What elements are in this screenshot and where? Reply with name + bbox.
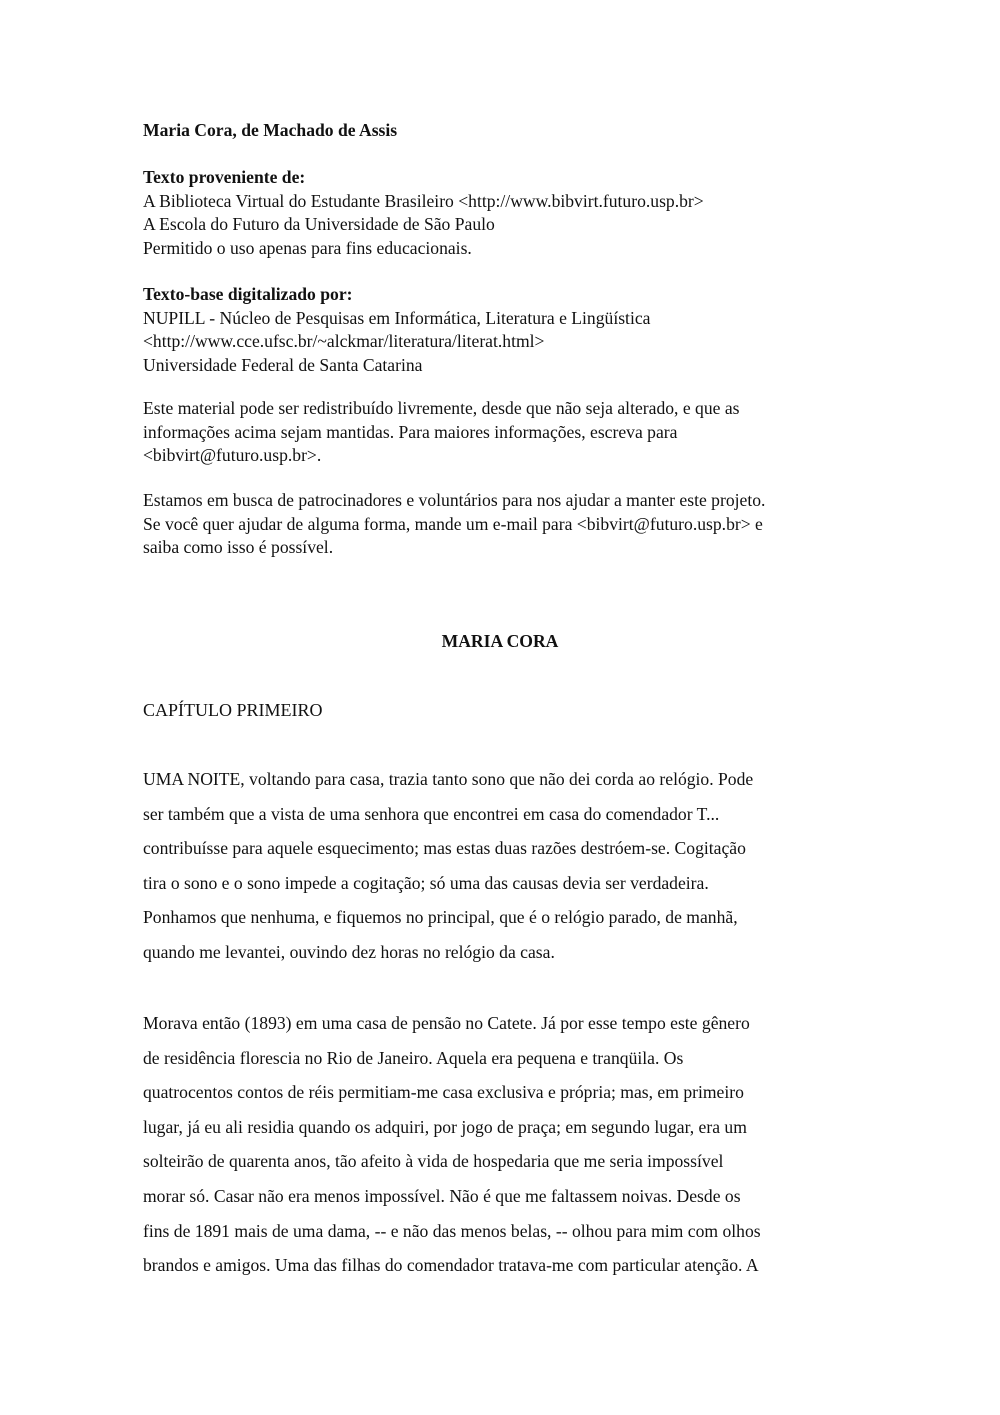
paragraph-2 (143, 1006, 873, 1283)
paragraph-line: lugar, já eu ali residia quando os adquiri, por jogo de praça; em segundo lugar, era um (143, 1116, 747, 1137)
paragraph-line: tira o sono e o sono impede a cogitação; só uma das causas devia ser verdadeira. (143, 872, 709, 893)
chapter-heading: CAPÍTULO PRIMEIRO (143, 700, 323, 720)
paragraph-line: solteirão de quarenta anos, tão afeito à vida de hospedaria que me seria impossível (143, 1151, 724, 1172)
digitized-line: NUPILL - Núcleo de Pesquisas em Informática, Literatura e Lingüística (143, 307, 651, 328)
paragraph-line: fins de 1891 mais de uma dama, -- e não das menos belas, -- olhou para mim com olhos (143, 1220, 761, 1241)
digitized-line: Universidade Federal de Santa Catarina (143, 354, 423, 375)
paragraph-line: quando me levantei, ouvindo dez horas no relógio da casa. (143, 941, 555, 962)
license-line: <bibvirt@futuro.usp.br>. (143, 445, 322, 465)
paragraph-line: de residência florescia no Rio de Janeiro. Aquela era pequena e tranqüila. Os (143, 1047, 684, 1068)
paragraph-line: Ponhamos que nenhuma, e fiquemos no principal, que é o relógio parado, de manhã, (143, 907, 738, 928)
paragraph-line: brandos e amigos. Uma das filhas do comendador tratava-me com particular atenção. A (143, 1255, 759, 1276)
document-title-block (143, 119, 873, 143)
license-line: Este material pode ser redistribuído livremente, desde que não seja alterado, e que as (143, 398, 740, 418)
paragraph-line: morar só. Casar não era menos impossível. Não é que me faltassem noivas. Desde os (143, 1185, 741, 1206)
paragraph-line: UMA NOITE, voltando para casa, trazia tanto sono que não dei corda ao relógio. Pode (143, 769, 754, 789)
digitized-heading: Texto-base digitalizado por: (143, 284, 353, 304)
paragraph-1 (143, 762, 873, 970)
source-heading: Texto proveniente de: (143, 167, 306, 187)
source-line: A Biblioteca Virtual do Estudante Brasileiro <http://www.bibvirt.futuro.usp.br> (143, 190, 704, 211)
digitized-block (143, 283, 873, 377)
paragraph-line: ser também que a vista de uma senhora que encontrei em casa do comendador T... (143, 803, 720, 824)
sponsor-block (143, 489, 873, 560)
source-line: A Escola do Futuro da Universidade de São Paulo (143, 214, 495, 234)
sponsor-line: saiba como isso é possível. (143, 537, 334, 557)
sponsor-line: Se você quer ajudar de alguma forma, mande um e-mail para <bibvirt@futuro.usp.br> e (143, 513, 763, 534)
license-block (143, 397, 873, 468)
paragraph-line: quatrocentos contos de réis permitiam-me casa exclusiva e própria; mas, em primeiro (143, 1082, 744, 1103)
source-block (143, 166, 873, 260)
digitized-line: <http://www.cce.ufsc.br/~alckmar/literatura/literat.html> (143, 331, 545, 351)
document-title: Maria Cora, de Machado de Assis (143, 120, 398, 140)
source-line: Permitido o uso apenas para fins educacionais. (143, 237, 472, 258)
license-line: informações acima sejam mantidas. Para maiores informações, escreva para (143, 421, 678, 442)
paragraph-line: Morava então (1893) em uma casa de pensão no Catete. Já por esse tempo este gênero (143, 1013, 750, 1033)
chapter-heading-block (143, 699, 873, 723)
work-title: MARIA CORA (441, 631, 559, 651)
sponsor-line: Estamos em busca de patrocinadores e voluntários para nos ajudar a manter este projeto. (143, 490, 766, 510)
paragraph-line: contribuísse para aquele esquecimento; mas estas duas razões destróem-se. Cogitação (143, 838, 746, 859)
